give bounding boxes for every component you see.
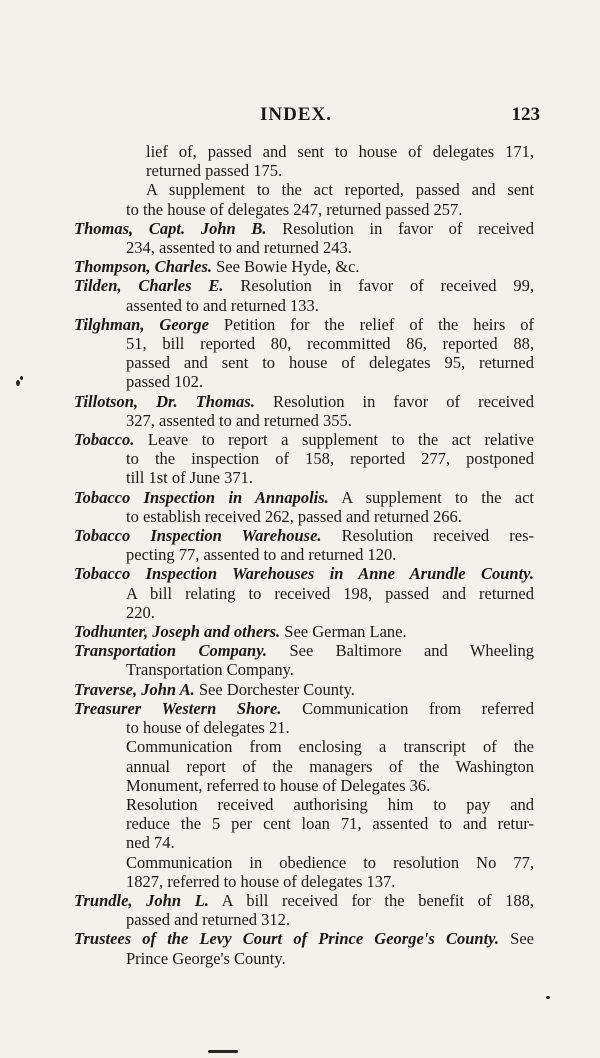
entry-name: Tobacco Inspection Warehouse. bbox=[74, 526, 322, 546]
entry-text: Communication from enclosing a transcript of the bbox=[126, 737, 534, 757]
entry-name: Transportation Company. bbox=[74, 641, 268, 661]
entry-text: passed 102. bbox=[126, 372, 203, 392]
index-line bbox=[74, 641, 534, 660]
index-line bbox=[74, 392, 534, 411]
index-line bbox=[74, 296, 534, 315]
entry-name: Tobacco. bbox=[74, 430, 135, 450]
entry-text: Monument, referred to house of Delegates 36. bbox=[126, 775, 431, 795]
index-line bbox=[74, 603, 534, 622]
index-line bbox=[74, 507, 534, 526]
index-line bbox=[74, 238, 534, 257]
entry-text: to house of delegates 21. bbox=[126, 718, 290, 738]
entry-name: Todhunter, Joseph and others. bbox=[74, 622, 281, 642]
index-line bbox=[74, 161, 534, 180]
entry-name: Tillotson, Dr. Thomas. bbox=[74, 391, 255, 411]
entry-text: assented to and returned 133. bbox=[126, 295, 319, 315]
index-line bbox=[74, 891, 534, 910]
index-line bbox=[74, 180, 534, 199]
entry-text: Leave to report a supplement to the act relative bbox=[147, 430, 534, 450]
entry-text: Resolution in favor of received bbox=[272, 391, 534, 411]
index-line bbox=[74, 142, 534, 161]
entry-name: Trustees of the Levy Court of Prince George's County. bbox=[74, 929, 499, 949]
entry-text: Transportation Company. bbox=[126, 660, 294, 680]
entry-text: lief of, passed and sent to house of delegates 171, bbox=[146, 142, 534, 161]
entry-name: Tilden, Charles E. bbox=[74, 276, 224, 296]
entry-text: See Baltimore and Wheeling bbox=[289, 641, 534, 661]
entry-name: Trundle, John L. bbox=[74, 890, 209, 910]
index-line bbox=[74, 411, 534, 430]
entry-text: A supplement to the act reported, passed and sent bbox=[146, 180, 534, 200]
index-line bbox=[74, 795, 534, 814]
index-line bbox=[74, 776, 534, 795]
entry-text: passed and returned 312. bbox=[126, 910, 291, 930]
page-title: INDEX. bbox=[260, 104, 332, 125]
index-line bbox=[74, 718, 534, 737]
index-line bbox=[74, 680, 534, 699]
index-line bbox=[74, 660, 534, 679]
index-line bbox=[74, 757, 534, 776]
index-line bbox=[74, 219, 534, 238]
entry-text: passed and sent to house of delegates 95, returned bbox=[126, 353, 534, 373]
entry-name: Tobacco Inspection Warehouses in Anne Arundle County. bbox=[74, 564, 534, 584]
entry-text: See Dorchester County. bbox=[198, 679, 355, 699]
index-entries bbox=[74, 142, 534, 968]
entry-text: See German Lane. bbox=[284, 622, 407, 642]
entry-text: to establish received 262, passed and returned 266. bbox=[126, 506, 462, 526]
index-line bbox=[74, 833, 534, 852]
index-line bbox=[74, 449, 534, 468]
entry-text: 234, assented to and returned 243. bbox=[126, 238, 352, 258]
entry-text: A bill received for the benefit of 188, bbox=[221, 890, 534, 910]
entry-name: Traverse, John A. bbox=[74, 679, 195, 699]
index-line bbox=[74, 910, 534, 929]
entry-text: 51, bill reported 80, recommitted 86, reported 88, bbox=[126, 334, 534, 354]
index-line bbox=[74, 468, 534, 487]
entry-text: to the inspection of 158, reported 277, postponed bbox=[126, 449, 534, 469]
index-line bbox=[74, 622, 534, 641]
index-line bbox=[74, 430, 534, 449]
entry-text: reduce the 5 per cent loan 71, assented to and retur- bbox=[126, 814, 534, 834]
index-line bbox=[74, 334, 534, 353]
entry-text: Resolution received authorising him to pay and bbox=[126, 794, 534, 814]
entry-name: Treasurer Western Shore. bbox=[74, 698, 282, 718]
entry-text: Prince George's County. bbox=[126, 948, 286, 968]
entry-text: ned 74. bbox=[126, 833, 175, 853]
entry-text: A bill relating to received 198, passed and returned bbox=[126, 583, 534, 603]
entry-text: Communication from referred bbox=[302, 698, 534, 718]
index-line bbox=[74, 526, 534, 545]
entry-text: See Bowie Hyde, &c. bbox=[216, 257, 360, 277]
page-header bbox=[70, 104, 540, 128]
entry-text: annual report of the managers of the Washington bbox=[126, 756, 534, 776]
entry-text: 1827, referred to house of delegates 137. bbox=[126, 871, 396, 891]
index-line bbox=[74, 315, 534, 334]
index-line bbox=[74, 545, 534, 564]
entry-text: Resolution in favor of received bbox=[282, 218, 534, 238]
entry-name: Thomas, Capt. John B. bbox=[74, 218, 267, 238]
entry-text: returned passed 175. bbox=[146, 161, 283, 181]
ink-speck bbox=[16, 380, 20, 386]
index-line bbox=[74, 699, 534, 718]
index-line bbox=[74, 737, 534, 756]
index-line bbox=[74, 276, 534, 295]
index-line bbox=[74, 929, 534, 948]
entry-text: to the house of delegates 247, returned passed 257. bbox=[126, 199, 463, 219]
entry-text: Resolution in favor of received 99, bbox=[240, 276, 534, 296]
ink-speck bbox=[20, 376, 23, 380]
index-line bbox=[74, 949, 534, 968]
entry-text: Communication in obedience to resolution No 77, bbox=[126, 852, 534, 872]
entry-name: Tilghman, George bbox=[74, 314, 209, 334]
entry-text: See bbox=[510, 929, 534, 949]
index-line bbox=[74, 814, 534, 833]
entry-text: 220. bbox=[126, 602, 155, 622]
index-line bbox=[74, 872, 534, 891]
ink-speck bbox=[546, 996, 550, 999]
index-line bbox=[74, 257, 534, 276]
index-line bbox=[74, 564, 534, 583]
page-number: 123 bbox=[511, 104, 540, 125]
entry-name: Tobacco Inspection in Annapolis. bbox=[74, 487, 329, 507]
index-line bbox=[74, 200, 534, 219]
entry-text: till 1st of June 371. bbox=[126, 468, 253, 488]
entry-name: Thompson, Charles. bbox=[74, 257, 212, 277]
index-line bbox=[74, 853, 534, 872]
entry-text: 327, assented to and returned 355. bbox=[126, 410, 352, 430]
index-line bbox=[74, 353, 534, 372]
index-line bbox=[74, 488, 534, 507]
entry-text: A supplement to the act bbox=[341, 487, 534, 507]
entry-text: Resolution received res- bbox=[341, 526, 534, 546]
entry-text: pecting 77, assented to and returned 120. bbox=[126, 545, 397, 565]
entry-text: Petition for the relief of the heirs of bbox=[223, 314, 534, 334]
ink-speck bbox=[208, 1050, 238, 1053]
index-line bbox=[74, 372, 534, 391]
index-line bbox=[74, 584, 534, 603]
